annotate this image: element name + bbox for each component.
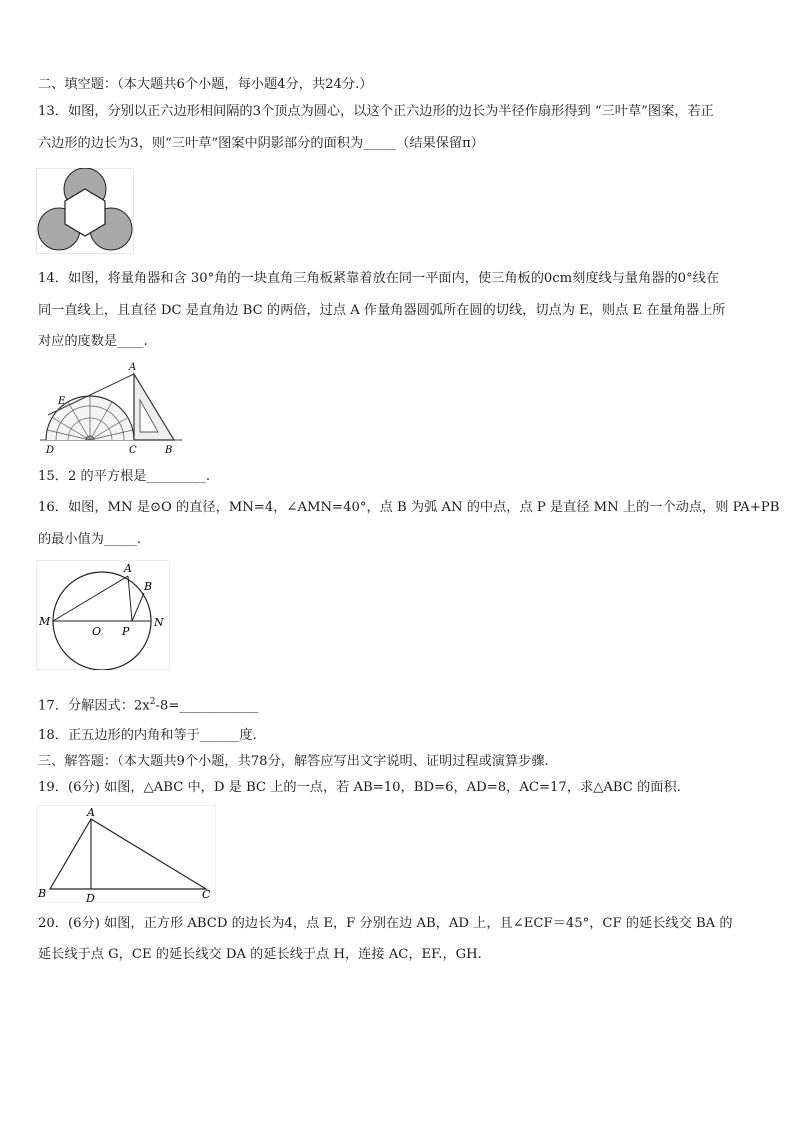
section-2-heading: 二、填空题：（本大题共6个小题，每小题4分，共24分.） <box>38 77 373 92</box>
label-A: A <box>87 806 95 819</box>
label-D: D <box>46 445 55 456</box>
label-M: M <box>39 615 51 628</box>
label-D: D <box>86 892 95 903</box>
label-E: E <box>58 396 66 407</box>
q14-text-line-2: 同一直线上，且直径 DC 是直角边 BC 的两倍，过点 A 作量角器圆弧所在圆的切线，切点为 E，则点 E 在量角器上所 <box>38 303 726 318</box>
q19-text-line-1: 19．(6分) 如图，△ABC 中，D 是 BC 上的一点，若 AB=10，BD=6，AD=8，AC=17，求△ABC 的面积. <box>38 780 681 795</box>
q13-text-line-2: 六边形的边长为3，则“三叶草”图案中阴影部分的面积为_____（结果保留π） <box>38 136 484 151</box>
label-P: P <box>122 625 130 638</box>
protractor-triangle-figure <box>38 360 184 456</box>
q13-text-line-1: 13．如图，分别以正六边形相间隔的3个顶点为圆心，以这个正六边形的边长为半径作扇形得到 “三叶草”图案，若正 <box>38 104 714 119</box>
question-15: 15．2 的平方根是_________. <box>38 469 211 484</box>
label-B: B <box>38 887 47 900</box>
trefoil-figure <box>36 168 134 254</box>
triangle-figure <box>36 805 216 903</box>
label-N: N <box>154 616 164 629</box>
label-B: B <box>144 580 153 593</box>
q16-text-line-2: 的最小值为_____. <box>38 532 142 547</box>
label-A: A <box>129 362 137 373</box>
q17-suffix: -8=____________ <box>155 698 259 714</box>
q16-text-line-1: 16．如图，MN 是⊙O 的直径，MN=4，∠AMN=40°，点 B 为弧 AN 的中点，点 P 是直径 MN 上的一个动点，则 PA+PB <box>38 500 780 515</box>
label-B: B <box>165 445 173 456</box>
label-C: C <box>202 888 211 901</box>
q14-text-line-1: 14．如图，将量角器和含 30°角的一块直角三角板紧靠着放在同一平面内，使三角板的0cm刻度线与量角器的0°线在 <box>38 271 720 286</box>
q17-prefix: 17．分解因式：2x <box>38 698 150 714</box>
label-O: O <box>92 625 102 638</box>
q20-text-line-1: 20．(6分) 如图，正方形 ABCD 的边长为4，点 E，F 分别在边 AB，AD 上，且∠ECF＝45°，CF 的延长线交 BA 的 <box>38 916 733 931</box>
question-17 <box>38 693 259 715</box>
question-18: 18．正五边形的内角和等于______度. <box>38 728 257 743</box>
q20-text-line-2: 延长线于点 G，CE 的延长线交 DA 的延长线于点 H，连接 AC，EF.，GH. <box>38 947 482 962</box>
section-3-heading: 三、解答题：（本大题共9个小题，共78分，解答应写出文字说明、证明过程或演算步骤. <box>38 754 549 769</box>
label-C: C <box>129 445 137 456</box>
q17-exponent: 2 <box>149 697 156 707</box>
q14-text-line-3: 对应的度数是____. <box>38 334 148 349</box>
circle-figure <box>36 560 170 670</box>
label-A: A <box>124 562 132 575</box>
